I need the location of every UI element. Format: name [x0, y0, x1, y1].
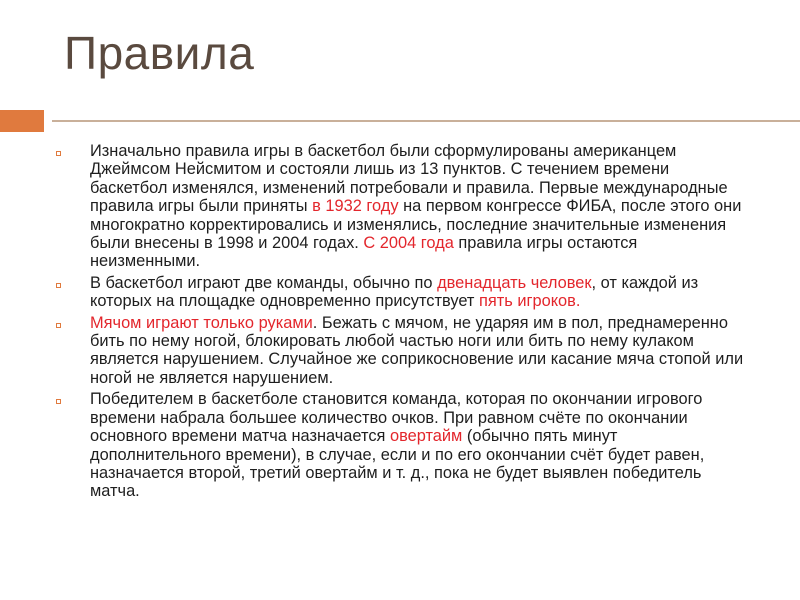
highlight-text: Мячом играют только руками [90, 313, 313, 332]
highlight-text: овертайм [389, 427, 463, 446]
rule-paragraph: Изначально правила игры в баскетбол были сформулированы американцем Джеймсом Нейсмитом и состояли лишь из 13 пунктов. С течением времени баскетбол изменялся, изменений потребовали и правила. Первые международные правила игры были приняты в 1932 году на первом конгрессе ФИБА, после этого они многократно корректировались и изменялись, последние значительные изменения были внесены в 1998 и 2004 годах. С 2004 года правила игры остаются неизменными. [56, 142, 744, 271]
square-bullet-icon [56, 323, 61, 328]
rule-paragraph: В баскетбол играют две команды, обычно по двенадцать человек, от каждой из которых на площадке одновременно присутствует пять игроков. [56, 274, 744, 311]
highlight-text: С 2004 года [363, 234, 454, 253]
highlight-text: двенадцать человек [437, 273, 592, 292]
rules-list [56, 142, 744, 504]
highlight-text: в 1932 году [312, 197, 399, 216]
square-bullet-icon [56, 399, 61, 404]
highlight-text: пять игроков. [478, 292, 581, 311]
square-bullet-icon [56, 283, 61, 288]
title-divider [52, 120, 800, 122]
rule-paragraph: Мячом играют только руками. Бежать с мячом, не ударяя им в пол, преднамеренно бить по нему ногой, блокировать любой частью ноги или бить по нему кулаком является нарушением. Случайное же соприкосновение или касание мяча стопой или ногой не является нарушением. [56, 314, 744, 388]
square-bullet-icon [56, 151, 61, 156]
title-accent-bar [0, 110, 44, 132]
slide-title: Правила [64, 27, 255, 79]
rule-paragraph: Победителем в баскетболе становится команда, которая по окончании игрового времени набрала большее количество очков. При равном счёте по окончании основного времени матча назначается овертайм (обычно пять минут дополнительного времени), в случае, если и по его окончании счёт будет равен, назначается второй, третий овертайм и т. д., пока не будет выявлен победитель матча. [56, 390, 744, 500]
